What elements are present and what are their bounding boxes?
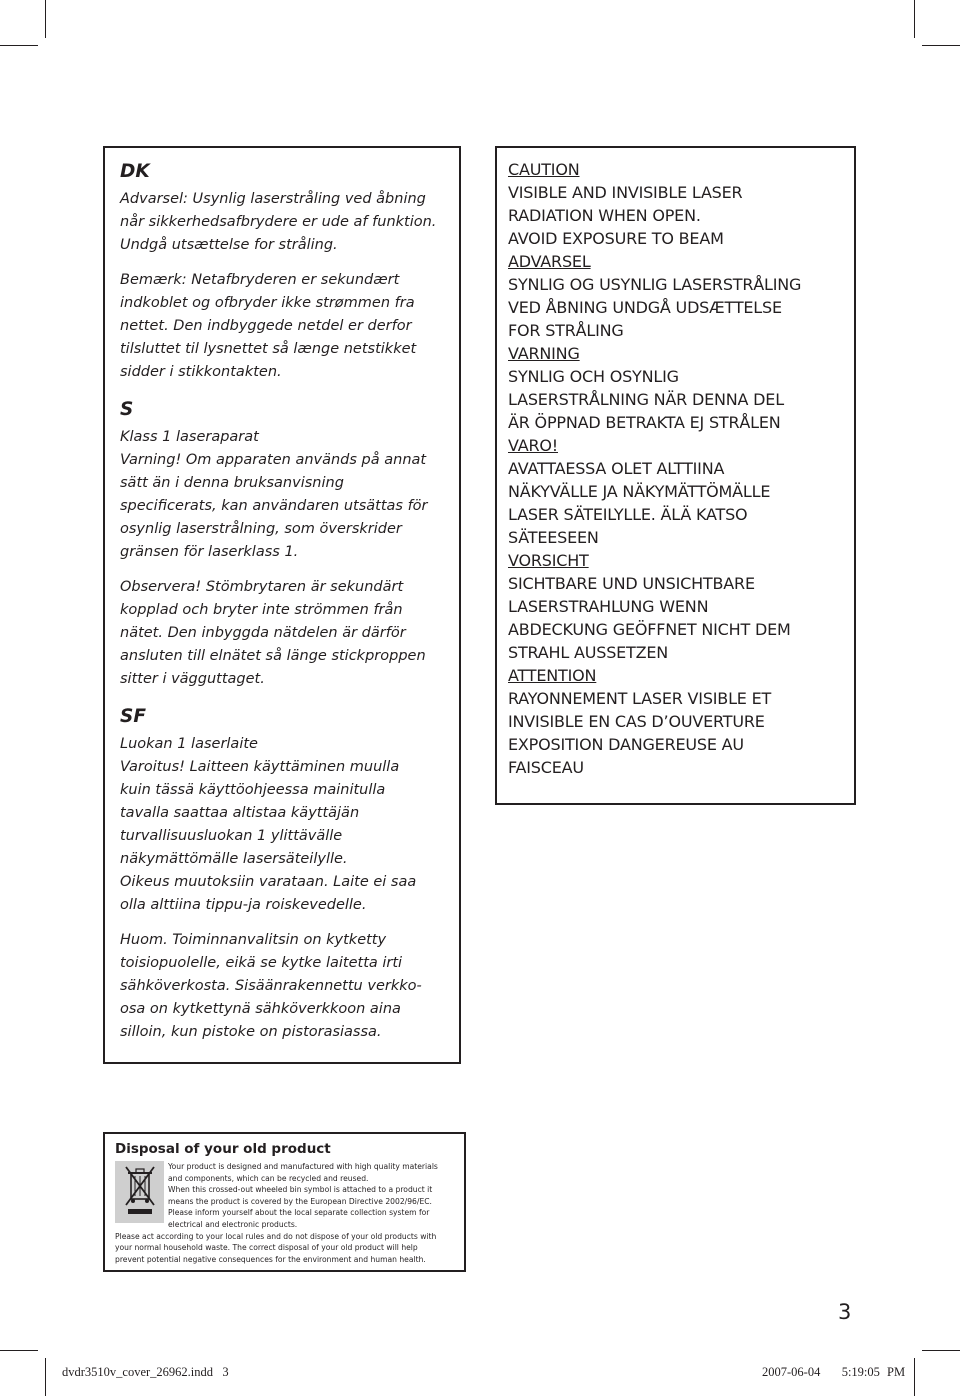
- disposal-text-line: Please inform yourself about the local separate collection system for: [168, 1208, 430, 1218]
- disposal-text-line: prevent potential negative consequences for the environment and human health.: [115, 1254, 426, 1264]
- caution-language-heading: ADVARSEL: [508, 252, 591, 271]
- caution-text-line: AVATTAESSA OLET ALTTIINA: [508, 459, 725, 478]
- caution-language-heading: CAUTION: [508, 160, 580, 179]
- caution-text-line: ABDECKUNG GEÖFFNET NICHT DEM: [508, 620, 791, 639]
- caution-text-line: LASERSTRÅLNING NÄR DENNA DEL: [508, 390, 784, 409]
- caution-text-line: RADIATION WHEN OPEN.: [508, 206, 701, 225]
- crop-mark: [0, 1350, 38, 1351]
- caution-text-line: VISIBLE AND INVISIBLE LASER: [508, 183, 743, 202]
- caution-text-line: VED ÅBNING UNDGÅ UDSÆTTELSE: [508, 298, 782, 317]
- disposal-text-line: When this crossed-out wheeled bin symbol is attached to a product it: [168, 1185, 433, 1195]
- section-heading-dk: DK: [120, 161, 150, 182]
- disposal-text-line: electrical and electronic products.: [168, 1219, 298, 1229]
- s-warning-text: Klass 1 laseraparat Varning! Om apparaten används på annat sätt än i denna bruksanvisning specificerats, kan användaren utsättas för osynlig laserstrålning, som överskrider gränsen för laserklass 1.: [120, 429, 428, 560]
- crop-mark: [45, 0, 46, 38]
- disposal-text-below-icon: [115, 1231, 458, 1266]
- disposal-text-line: Please act according to your local rules and do not dispose of your old products with: [115, 1231, 437, 1241]
- footer-timestamp: 2007-06-04 5:19:05 PM: [762, 1365, 906, 1379]
- laser-warning-nordic-box: [103, 146, 461, 1064]
- dk-warning-text: Advarsel: Usynlig laserstråling ved åbning når sikkerhedsafbrydere er ude af funktion. Undgå utsættelse for stråling.: [120, 191, 437, 253]
- section-heading-sf: SF: [120, 706, 146, 727]
- disposal-text-line: your normal household waste. The correct disposal of your old product will help: [115, 1243, 418, 1253]
- caution-text-line: SÄTEESEEN: [508, 528, 599, 547]
- caution-text-line: LASER SÄTEILYLLE. ÄLÄ KATSO: [508, 505, 748, 524]
- caution-text-line: ÄR ÖPPNAD BETRAKTA EJ STRÅLEN: [508, 413, 781, 432]
- caution-text-line: SICHTBARE UND UNSICHTBARE: [508, 574, 755, 593]
- disposal-title: Disposal of your old product: [115, 1141, 331, 1157]
- disposal-text-line: means the product is covered by the European Directive 2002/96/EC.: [168, 1196, 432, 1206]
- sf-note-text: Huom. Toiminnanvalitsin on kytketty toisiopuolelle, eikä se kytke laitetta irti sähköverkosta. Sisäänrakennettu verkko- osa on kytkettynä sähköverkkoon aina silloin, kun pistoke on pistorasiassa.: [120, 932, 422, 1040]
- crop-mark: [922, 1350, 960, 1351]
- crop-mark: [0, 45, 38, 46]
- caution-text-line: INVISIBLE EN CAS D’OUVERTURE: [508, 712, 765, 731]
- disposal-text-line: and components, which can be recycled and reused.: [168, 1173, 369, 1183]
- disposal-text-line: Your product is designed and manufactured with high quality materials: [168, 1162, 438, 1171]
- sf-warning-text: Luokan 1 laserlaite Varoitus! Laitteen käyttäminen muulla kuin tässä käyttöohjeessa mainitulla tavalla saattaa altistaa käyttäjän turvallisuusluokan 1 ylittävälle näkymättömälle lasersäteilylle. Oikeus muutoksiin varataan. Laite ei saa olla alttiina tippu-ja roiskevedelle.: [120, 736, 417, 913]
- caution-text-line: LASERSTRAHLUNG WENN: [508, 597, 709, 616]
- crop-mark: [922, 45, 960, 46]
- crop-mark: [914, 0, 915, 38]
- caution-text-line: RAYONNEMENT LASER VISIBLE ET: [508, 689, 772, 708]
- caution-text-line: FOR STRÅLING: [508, 321, 624, 340]
- caution-text-line: FAISCEAU: [508, 758, 584, 777]
- caution-language-heading: VARO!: [508, 436, 558, 455]
- crop-mark: [914, 1358, 915, 1396]
- caution-text-line: STRAHL AUSSETZEN: [508, 643, 669, 662]
- crossed-out-wheeled-bin-icon: [115, 1161, 164, 1223]
- caution-text-line: EXPOSITION DANGEREUSE AU: [508, 735, 744, 754]
- caution-text-line: NÄKYVÄLLE JA NÄKYMÄTTÖMÄLLE: [508, 482, 771, 501]
- caution-text-line: AVOID EXPOSURE TO BEAM: [508, 229, 724, 248]
- dk-note-text: Bemærk: Netafbryderen er sekundært indkoblet og ofbryder ikke strømmen fra nettet. Den indbyggede netdel er derfor tilsluttet til lysnettet så længe netstikket sidder i stikkontakten.: [120, 272, 417, 380]
- section-heading-s: S: [120, 399, 134, 420]
- caution-text-line: SYNLIG OCH OSYNLIG: [508, 367, 679, 386]
- caution-language-heading: VARNING: [508, 344, 580, 363]
- caution-text-line: SYNLIG OG USYNLIG LASERSTRÅLING: [508, 275, 802, 294]
- disposal-info-box: [103, 1132, 466, 1272]
- crop-mark: [45, 1358, 46, 1396]
- s-note-text: Observera! Stömbrytaren är sekundärt kopplad och bryter inte strömmen från nätet. Den inbyggda nätdelen är därför ansluten till elnätet så länge stickproppen sitter i vägguttaget.: [120, 579, 426, 687]
- caution-label-box: [495, 146, 856, 805]
- disposal-text-beside-icon: [168, 1161, 438, 1231]
- footer-file-name: dvdr3510v_cover_26962.indd 3: [62, 1365, 229, 1379]
- caution-language-heading: ATTENTION: [508, 666, 597, 685]
- caution-language-heading: VORSICHT: [508, 551, 589, 570]
- page-number: 3: [838, 1300, 852, 1324]
